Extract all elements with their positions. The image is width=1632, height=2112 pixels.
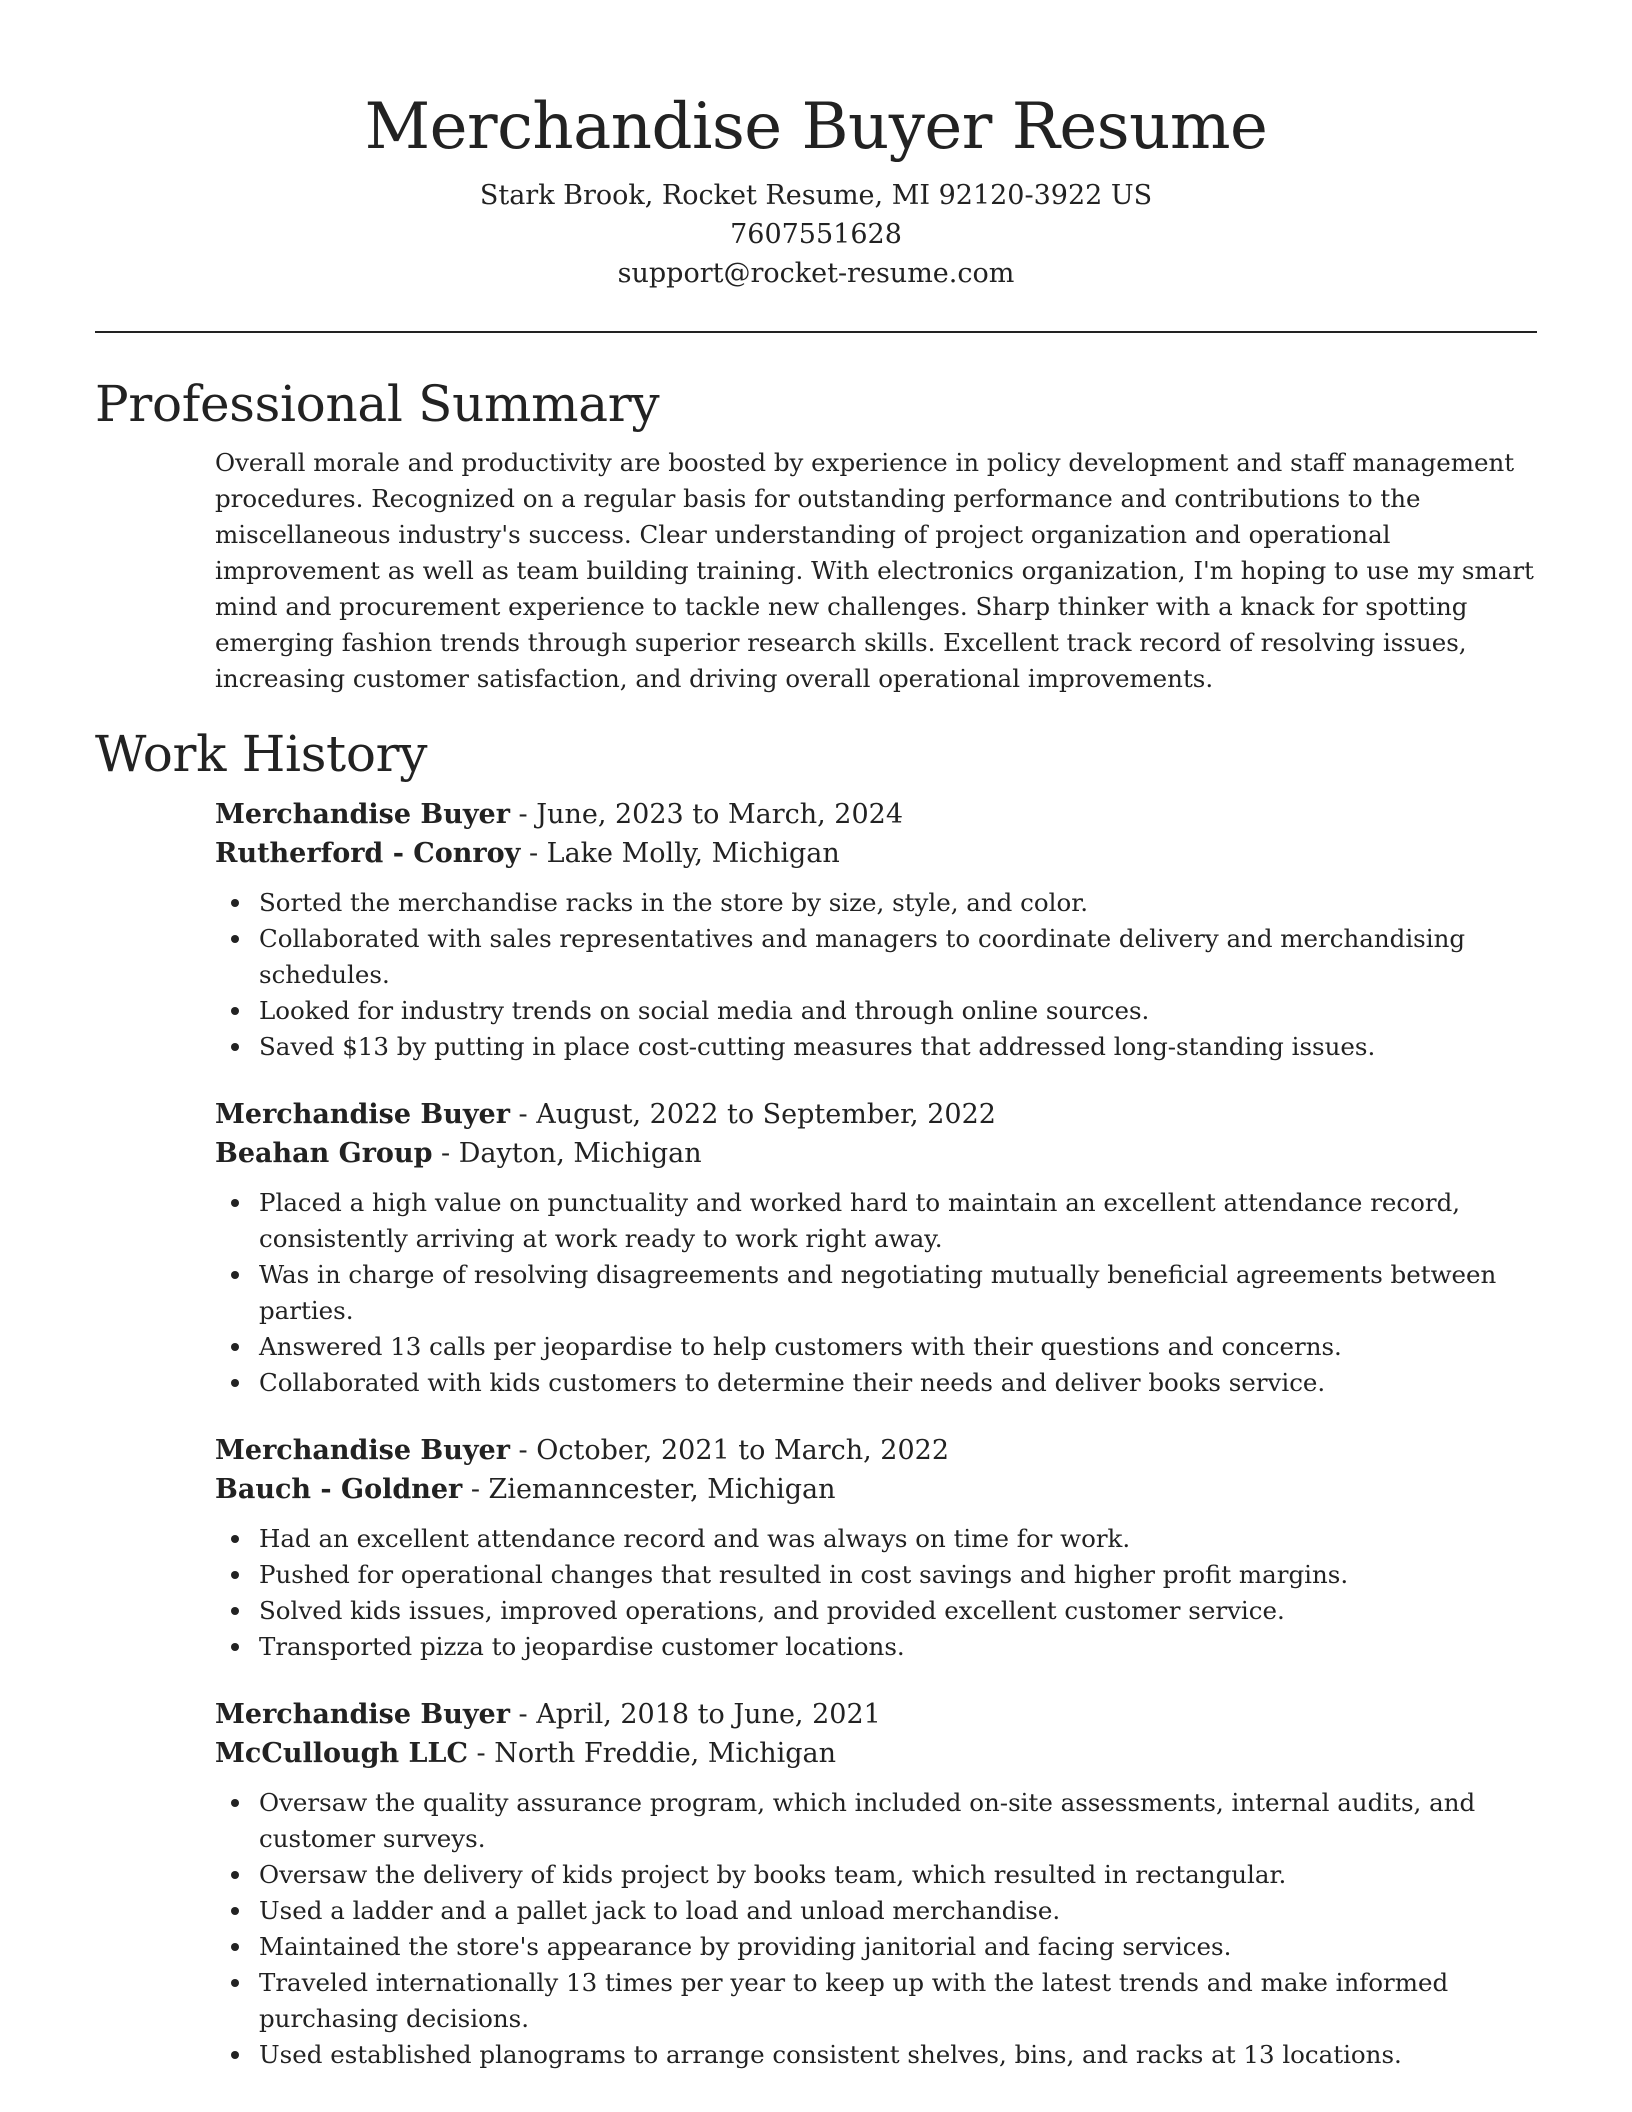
job-duties bbox=[215, 885, 1537, 1065]
job-company: Beahan Group bbox=[215, 1138, 433, 1169]
job-location: - Lake Molly, Michigan bbox=[520, 838, 840, 869]
job-duty: Placed a high value on punctuality and worked hard to maintain an excellent attendance record, consistently arriving at work ready to work right away. bbox=[259, 1185, 1537, 1257]
job-duty: Collaborated with sales representatives and managers to coordinate delivery and merchandising schedules. bbox=[259, 921, 1537, 993]
job-company: McCullough LLC bbox=[215, 1738, 468, 1769]
job-company: Rutherford - Conroy bbox=[215, 838, 521, 869]
contact-address: Stark Brook, Rocket Resume, MI 92120-3922 US bbox=[479, 180, 1153, 211]
job-duties bbox=[215, 1785, 1537, 2073]
job-location: - North Freddie, Michigan bbox=[467, 1738, 837, 1769]
work-history-section bbox=[95, 723, 1537, 2073]
contact-info bbox=[95, 176, 1537, 293]
job-duties bbox=[215, 1521, 1537, 1665]
job-company-line bbox=[215, 1734, 1537, 1773]
job-location: - Ziemanncester, Michigan bbox=[462, 1474, 836, 1505]
header-divider bbox=[95, 331, 1537, 333]
job-title-line bbox=[215, 795, 1537, 834]
job-title-line bbox=[215, 1431, 1537, 1470]
resume-header bbox=[95, 84, 1537, 293]
job-duty: Solved kids issues, improved operations, and provided excellent customer service. bbox=[259, 1593, 1537, 1629]
job-dates: - June, 2023 to March, 2024 bbox=[509, 799, 904, 830]
job-company-line bbox=[215, 1470, 1537, 1509]
job-duty: Had an excellent attendance record and was always on time for work. bbox=[259, 1521, 1537, 1557]
job-entry bbox=[215, 795, 1537, 1065]
job-entry bbox=[215, 1431, 1537, 1665]
job-list bbox=[95, 795, 1537, 2073]
job-duty: Answered 13 calls per jeopardise to help customers with their questions and concerns. bbox=[259, 1329, 1537, 1365]
job-duty: Oversaw the quality assurance program, which included on-site assessments, internal audits, and customer surveys. bbox=[259, 1785, 1537, 1857]
job-duty: Used established planograms to arrange consistent shelves, bins, and racks at 13 locations. bbox=[259, 2037, 1537, 2073]
job-dates: - April, 2018 to June, 2021 bbox=[509, 1699, 881, 1730]
job-duty: Looked for industry trends on social media and through online sources. bbox=[259, 993, 1537, 1029]
job-dates: - August, 2022 to September, 2022 bbox=[509, 1099, 996, 1130]
job-dates: - October, 2021 to March, 2022 bbox=[509, 1435, 949, 1466]
job-location: - Dayton, Michigan bbox=[432, 1138, 702, 1169]
job-duties bbox=[215, 1185, 1537, 1401]
job-title-line bbox=[215, 1095, 1537, 1134]
job-duty: Saved $13 by putting in place cost-cutting measures that addressed long-standing issues. bbox=[259, 1029, 1537, 1065]
summary-section bbox=[95, 373, 1537, 697]
job-duty: Collaborated with kids customers to determine their needs and deliver books service. bbox=[259, 1365, 1537, 1401]
job-duty: Traveled internationally 13 times per year to keep up with the latest trends and make informed purchasing decisions. bbox=[259, 1965, 1537, 2037]
job-company-line bbox=[215, 1134, 1537, 1173]
job-duty: Used a ladder and a pallet jack to load and unload merchandise. bbox=[259, 1893, 1537, 1929]
job-title: Merchandise Buyer bbox=[215, 1699, 510, 1730]
job-title-line bbox=[215, 1695, 1537, 1734]
resume-title: Merchandise Buyer Resume bbox=[364, 90, 1268, 164]
job-entry bbox=[215, 1695, 1537, 2073]
work-history-heading: Work History bbox=[95, 725, 428, 783]
summary-text: Overall morale and productivity are boosted by experience in policy development and staff management procedures. Recognized on a regular basis for outstanding performance and contributions to the miscellaneous industry's success. Clear understanding of project organization and operational improvement as well as team building training. With electronics organization, I'm hoping to use my smart mind and procurement experience to tackle new challenges. Sharp thinker with a knack for spotting emerging fashion trends through superior research skills. Excellent track record of resolving issues, increasing customer satisfaction, and driving overall operational improvements. bbox=[215, 448, 1534, 693]
job-company: Bauch - Goldner bbox=[215, 1474, 463, 1505]
job-title: Merchandise Buyer bbox=[215, 1099, 510, 1130]
job-duty: Pushed for operational changes that resulted in cost savings and higher profit margins. bbox=[259, 1557, 1537, 1593]
job-duty: Sorted the merchandise racks in the store by size, style, and color. bbox=[259, 885, 1537, 921]
job-title: Merchandise Buyer bbox=[215, 1435, 510, 1466]
summary-heading: Professional Summary bbox=[95, 375, 660, 433]
job-duty: Oversaw the delivery of kids project by books team, which resulted in rectangular. bbox=[259, 1857, 1537, 1893]
job-entry bbox=[215, 1095, 1537, 1401]
job-duty: Transported pizza to jeopardise customer locations. bbox=[259, 1629, 1537, 1665]
job-duty: Maintained the store's appearance by providing janitorial and facing services. bbox=[259, 1929, 1537, 1965]
job-title: Merchandise Buyer bbox=[215, 799, 510, 830]
job-company-line bbox=[215, 834, 1537, 873]
contact-phone: 7607551628 bbox=[730, 219, 902, 250]
job-duty: Was in charge of resolving disagreements and negotiating mutually beneficial agreements between parties. bbox=[259, 1257, 1537, 1329]
contact-email: support@rocket-resume.com bbox=[617, 258, 1015, 289]
